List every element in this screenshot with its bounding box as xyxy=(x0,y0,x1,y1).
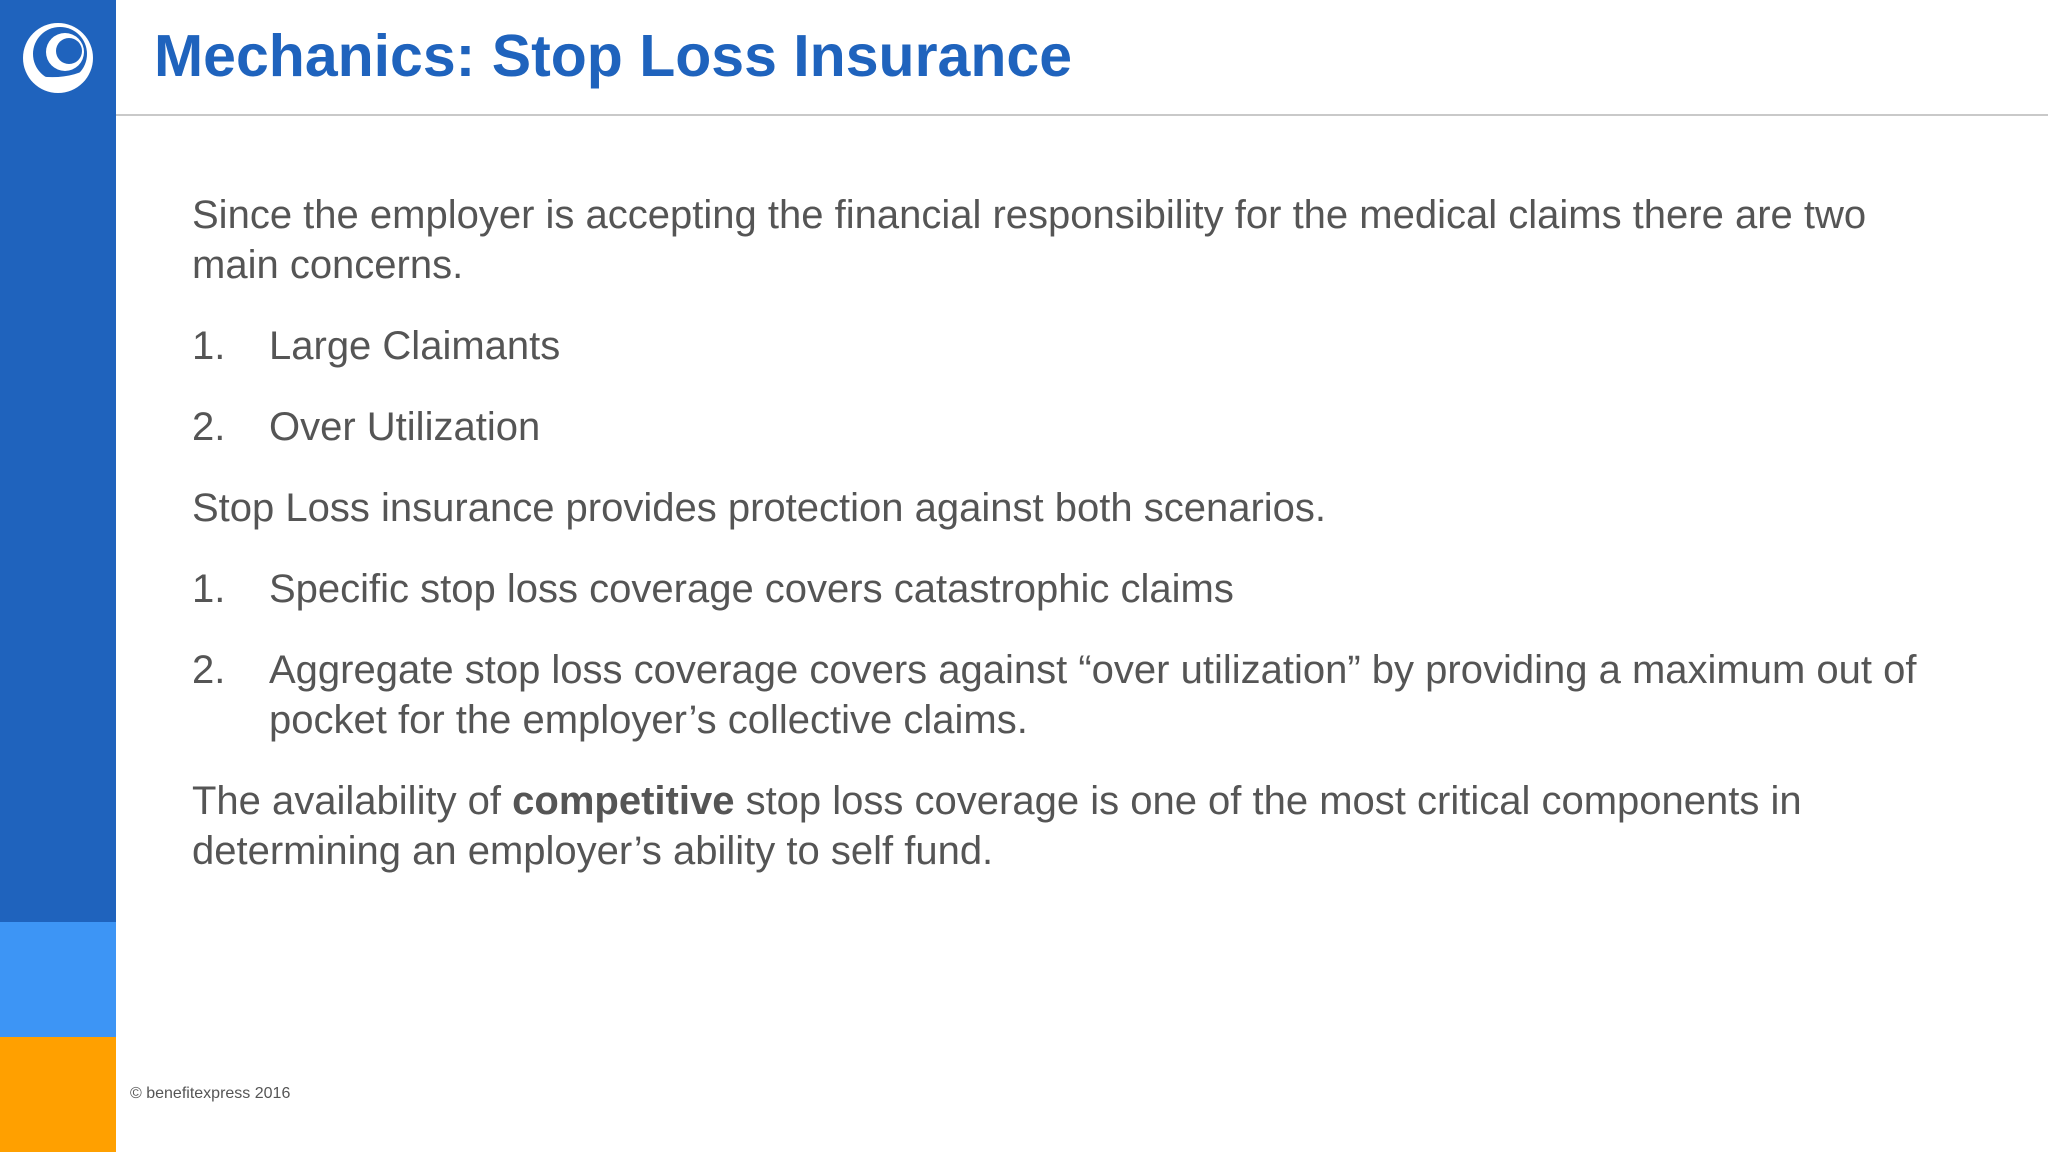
conclusion-paragraph xyxy=(192,776,1932,876)
conclusion-text-end: stop loss coverage is one of the most critical components in determining an employer’s ability to self fund. xyxy=(192,779,1802,873)
copyright-footer: © benefitexpress 2016 xyxy=(130,1085,291,1102)
list-number: 1. xyxy=(192,324,226,368)
conclusion-text-start: The availability of xyxy=(192,779,513,823)
concern-item xyxy=(192,402,1932,452)
list-number: 2. xyxy=(192,648,226,692)
concern-text: Large Claimants xyxy=(269,324,561,368)
list-number: 2. xyxy=(192,405,226,449)
side-accent-bar xyxy=(0,0,116,1152)
side-bar-light-blue-segment xyxy=(0,922,116,1037)
coverage-text: Aggregate stop loss coverage covers against “over utilization” by providing a maximum out of pocket for the employer’s collective claims. xyxy=(269,648,1917,742)
list-number: 1. xyxy=(192,567,226,611)
side-bar-orange-segment xyxy=(0,1037,116,1152)
side-bar-blue-segment xyxy=(0,0,116,922)
slide-body xyxy=(192,190,1932,907)
slide-title: Mechanics: Stop Loss Insurance xyxy=(154,23,1073,89)
title-divider xyxy=(116,114,2048,116)
concern-item xyxy=(192,321,1932,371)
concern-text: Over Utilization xyxy=(269,405,541,449)
benefitexpress-logo-icon xyxy=(20,18,96,98)
intro-paragraph: Since the employer is accepting the financial responsibility for the medical claims there are two main concerns. xyxy=(192,193,1867,287)
coverage-text: Specific stop loss coverage covers catastrophic claims xyxy=(269,567,1234,611)
coverage-item xyxy=(192,645,1932,745)
coverage-item xyxy=(192,564,1932,614)
protection-statement: Stop Loss insurance provides protection against both scenarios. xyxy=(192,486,1327,530)
conclusion-emphasis: competitive xyxy=(512,779,735,823)
